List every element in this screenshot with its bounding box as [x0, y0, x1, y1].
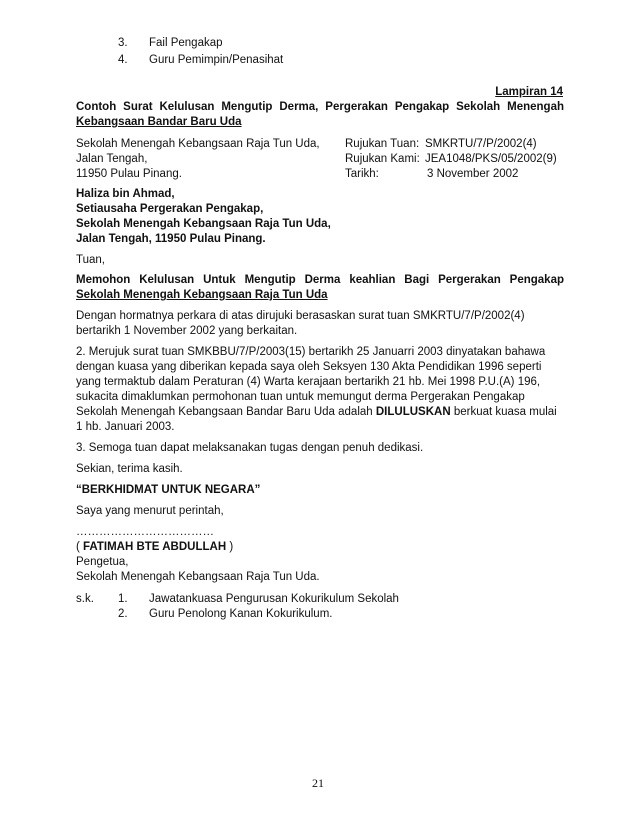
list-number: 4. — [118, 54, 128, 66]
cc-number: 2. — [118, 608, 128, 620]
recipient-line: Sekolah Menengah Kebangsaan Raja Tun Uda, — [76, 218, 331, 230]
paragraph-line: 3. Semoga tuan dapat melaksanakan tugas dengan penuh dedikasi. — [76, 442, 424, 454]
paragraph-text: berkuat kuasa mulai — [450, 406, 557, 418]
paragraph-line: Dengan hormatnya perkara di atas dirujuki berasaskan surat tuan SMKRTU/7/P/2002(4) — [76, 310, 525, 322]
paragraph-text: Sekolah Menengah Kebangsaan Bandar Baru Uda adalah — [76, 406, 376, 418]
paragraph-line: yang termaktub dalam Peraturan (4) Warta kerajaan bertarikh 21 hb. Mei 1998 P.U.(A) 196, — [76, 376, 541, 388]
recipient-line: Jalan Tengah, 11950 Pulau Pinang. — [76, 233, 266, 245]
signoff: Saya yang menurut perintah, — [76, 505, 224, 517]
paragraph-line: 2. Merujuk surat tuan SMKBBU/7/P/2003(15) bertarikh 25 Januarri 2003 dinyatakan bahawa — [76, 346, 546, 358]
appendix-label: Lampiran 14 — [495, 86, 563, 98]
reference-label: Rujukan Kami: — [345, 153, 420, 165]
cc-item: Jawatankuasa Pengurusan Kokurikulum Sekolah — [149, 593, 399, 605]
signatory-name-line — [76, 541, 233, 553]
list-number: 3. — [118, 37, 128, 49]
bracket: ) — [226, 541, 234, 553]
approval-status: DILULUSKAN — [375, 406, 451, 418]
reference-value: 3 November 2002 — [427, 168, 519, 180]
heading-line-2: Kebangsaan Bandar Baru Uda — [76, 116, 242, 128]
recipient-line: Setiausaha Pergerakan Pengakap, — [76, 203, 264, 215]
signatory-school: Sekolah Menengah Kebangsaan Raja Tun Uda. — [76, 571, 320, 583]
page-number: 21 — [312, 776, 324, 790]
sender-address-line: Sekolah Menengah Kebangsaan Raja Tun Uda, — [76, 138, 320, 150]
sender-address-line: 11950 Pulau Pinang. — [76, 168, 182, 180]
motto: “BERKHIDMAT UNTUK NEGARA” — [76, 484, 261, 496]
reference-value: SMKRTU/7/P/2002(4) — [425, 138, 537, 150]
cc-label: s.k. — [76, 593, 94, 605]
recipient-line: Haliza bin Ahmad, — [76, 188, 175, 200]
subject-line-1: Memohon Kelulusan Untuk Mengutip Derma keahlian Bagi Pergerakan Pengakap — [76, 274, 564, 286]
reference-value: JEA1048/PKS/05/2002(9) — [425, 153, 557, 165]
signatory-title: Pengetua, — [76, 556, 129, 568]
paragraph-line — [76, 406, 557, 418]
heading-line-1: Contoh Surat Kelulusan Mengutip Derma, Pergerakan Pengakap Sekolah Menengah — [76, 101, 564, 113]
salutation: Tuan, — [76, 254, 105, 266]
cc-item: Guru Penolong Kanan Kokurikulum. — [149, 608, 333, 620]
signatory-name: FATIMAH BTE ABDULLAH — [83, 541, 227, 553]
paragraph-line: dengan kuasa yang diberikan kepada saya oleh Seksyen 130 Akta Pendidikan 1996 seperti — [76, 361, 542, 373]
paragraph-line: 1 hb. Januari 2003. — [76, 421, 175, 433]
paragraph-line: sukacita dimaklumkan permohonan tuan untuk memungut derma Pergerakan Pengakap — [76, 391, 525, 403]
signature-line: ……………………………… — [76, 526, 214, 538]
list-item: Fail Pengakap — [149, 37, 223, 49]
closing: Sekian, terima kasih. — [76, 463, 183, 475]
bracket: ( — [76, 541, 84, 553]
paragraph-line: bertarikh 1 November 2002 yang berkaitan. — [76, 325, 298, 337]
sender-address-line: Jalan Tengah, — [76, 153, 148, 165]
list-item: Guru Pemimpin/Penasihat — [149, 54, 284, 66]
reference-label: Tarikh: — [345, 168, 379, 180]
cc-number: 1. — [118, 593, 128, 605]
reference-label: Rujukan Tuan: — [345, 138, 420, 150]
subject-line-2: Sekolah Menengah Kebangsaan Raja Tun Uda — [76, 289, 328, 301]
